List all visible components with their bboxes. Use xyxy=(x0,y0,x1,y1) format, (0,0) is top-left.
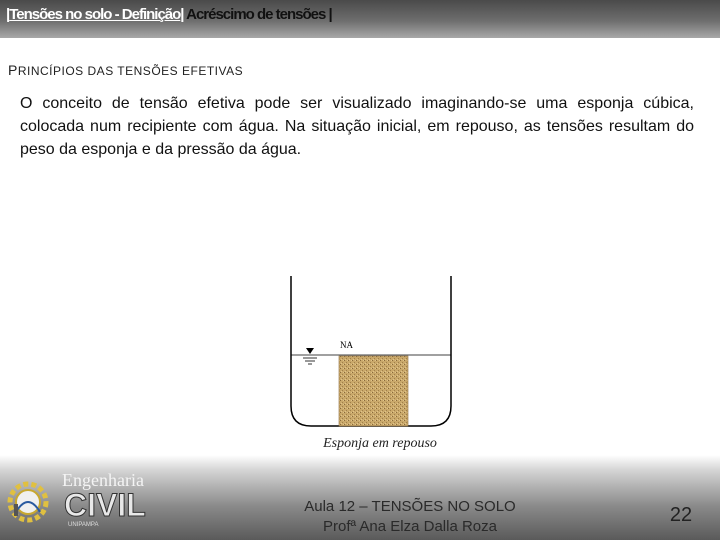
header-bar xyxy=(0,0,720,38)
header-title xyxy=(6,6,332,23)
engenharia-civil-logo xyxy=(4,462,164,532)
header-title-rest: Acréscimo de tensões | xyxy=(183,6,332,23)
section-heading xyxy=(8,62,243,78)
header-title-separator: | xyxy=(180,6,184,23)
header-title-active-link[interactable]: Tensões no solo - Definição xyxy=(9,6,181,23)
logo-text-top: Engenharia xyxy=(62,470,144,490)
header-title-open: | xyxy=(6,6,10,23)
section-heading-initial: P xyxy=(8,62,18,78)
figure-caption: Esponja em repouso xyxy=(323,436,437,451)
footer-course-line1: Aula 12 – TENSÕES NO SOLO xyxy=(304,498,516,515)
body-paragraph: O conceito de tensão efetiva pode ser visualizado imaginando-se uma esponja cúbica, colocada num recipiente com água. Na situação inicial, em repouso, as tensões resultam do peso da esponja e da pressão da água. xyxy=(20,95,694,158)
page-number: 22 xyxy=(669,504,693,526)
container-figure xyxy=(280,268,480,433)
logo-text-small: UNIPAMPA xyxy=(68,522,99,528)
gear-icon xyxy=(10,484,46,520)
water-level-icon xyxy=(303,348,317,364)
section-heading-rest: RINCÍPIOS DAS TENSÕES EFETIVAS xyxy=(17,64,244,78)
footer-course-line2: Profª Ana Elza Dalla Roza xyxy=(323,518,497,535)
water-level-label: NA xyxy=(340,340,353,350)
logo-text-main: CIVIL xyxy=(64,487,146,523)
footer-course-info xyxy=(270,497,550,537)
sponge xyxy=(339,356,408,426)
